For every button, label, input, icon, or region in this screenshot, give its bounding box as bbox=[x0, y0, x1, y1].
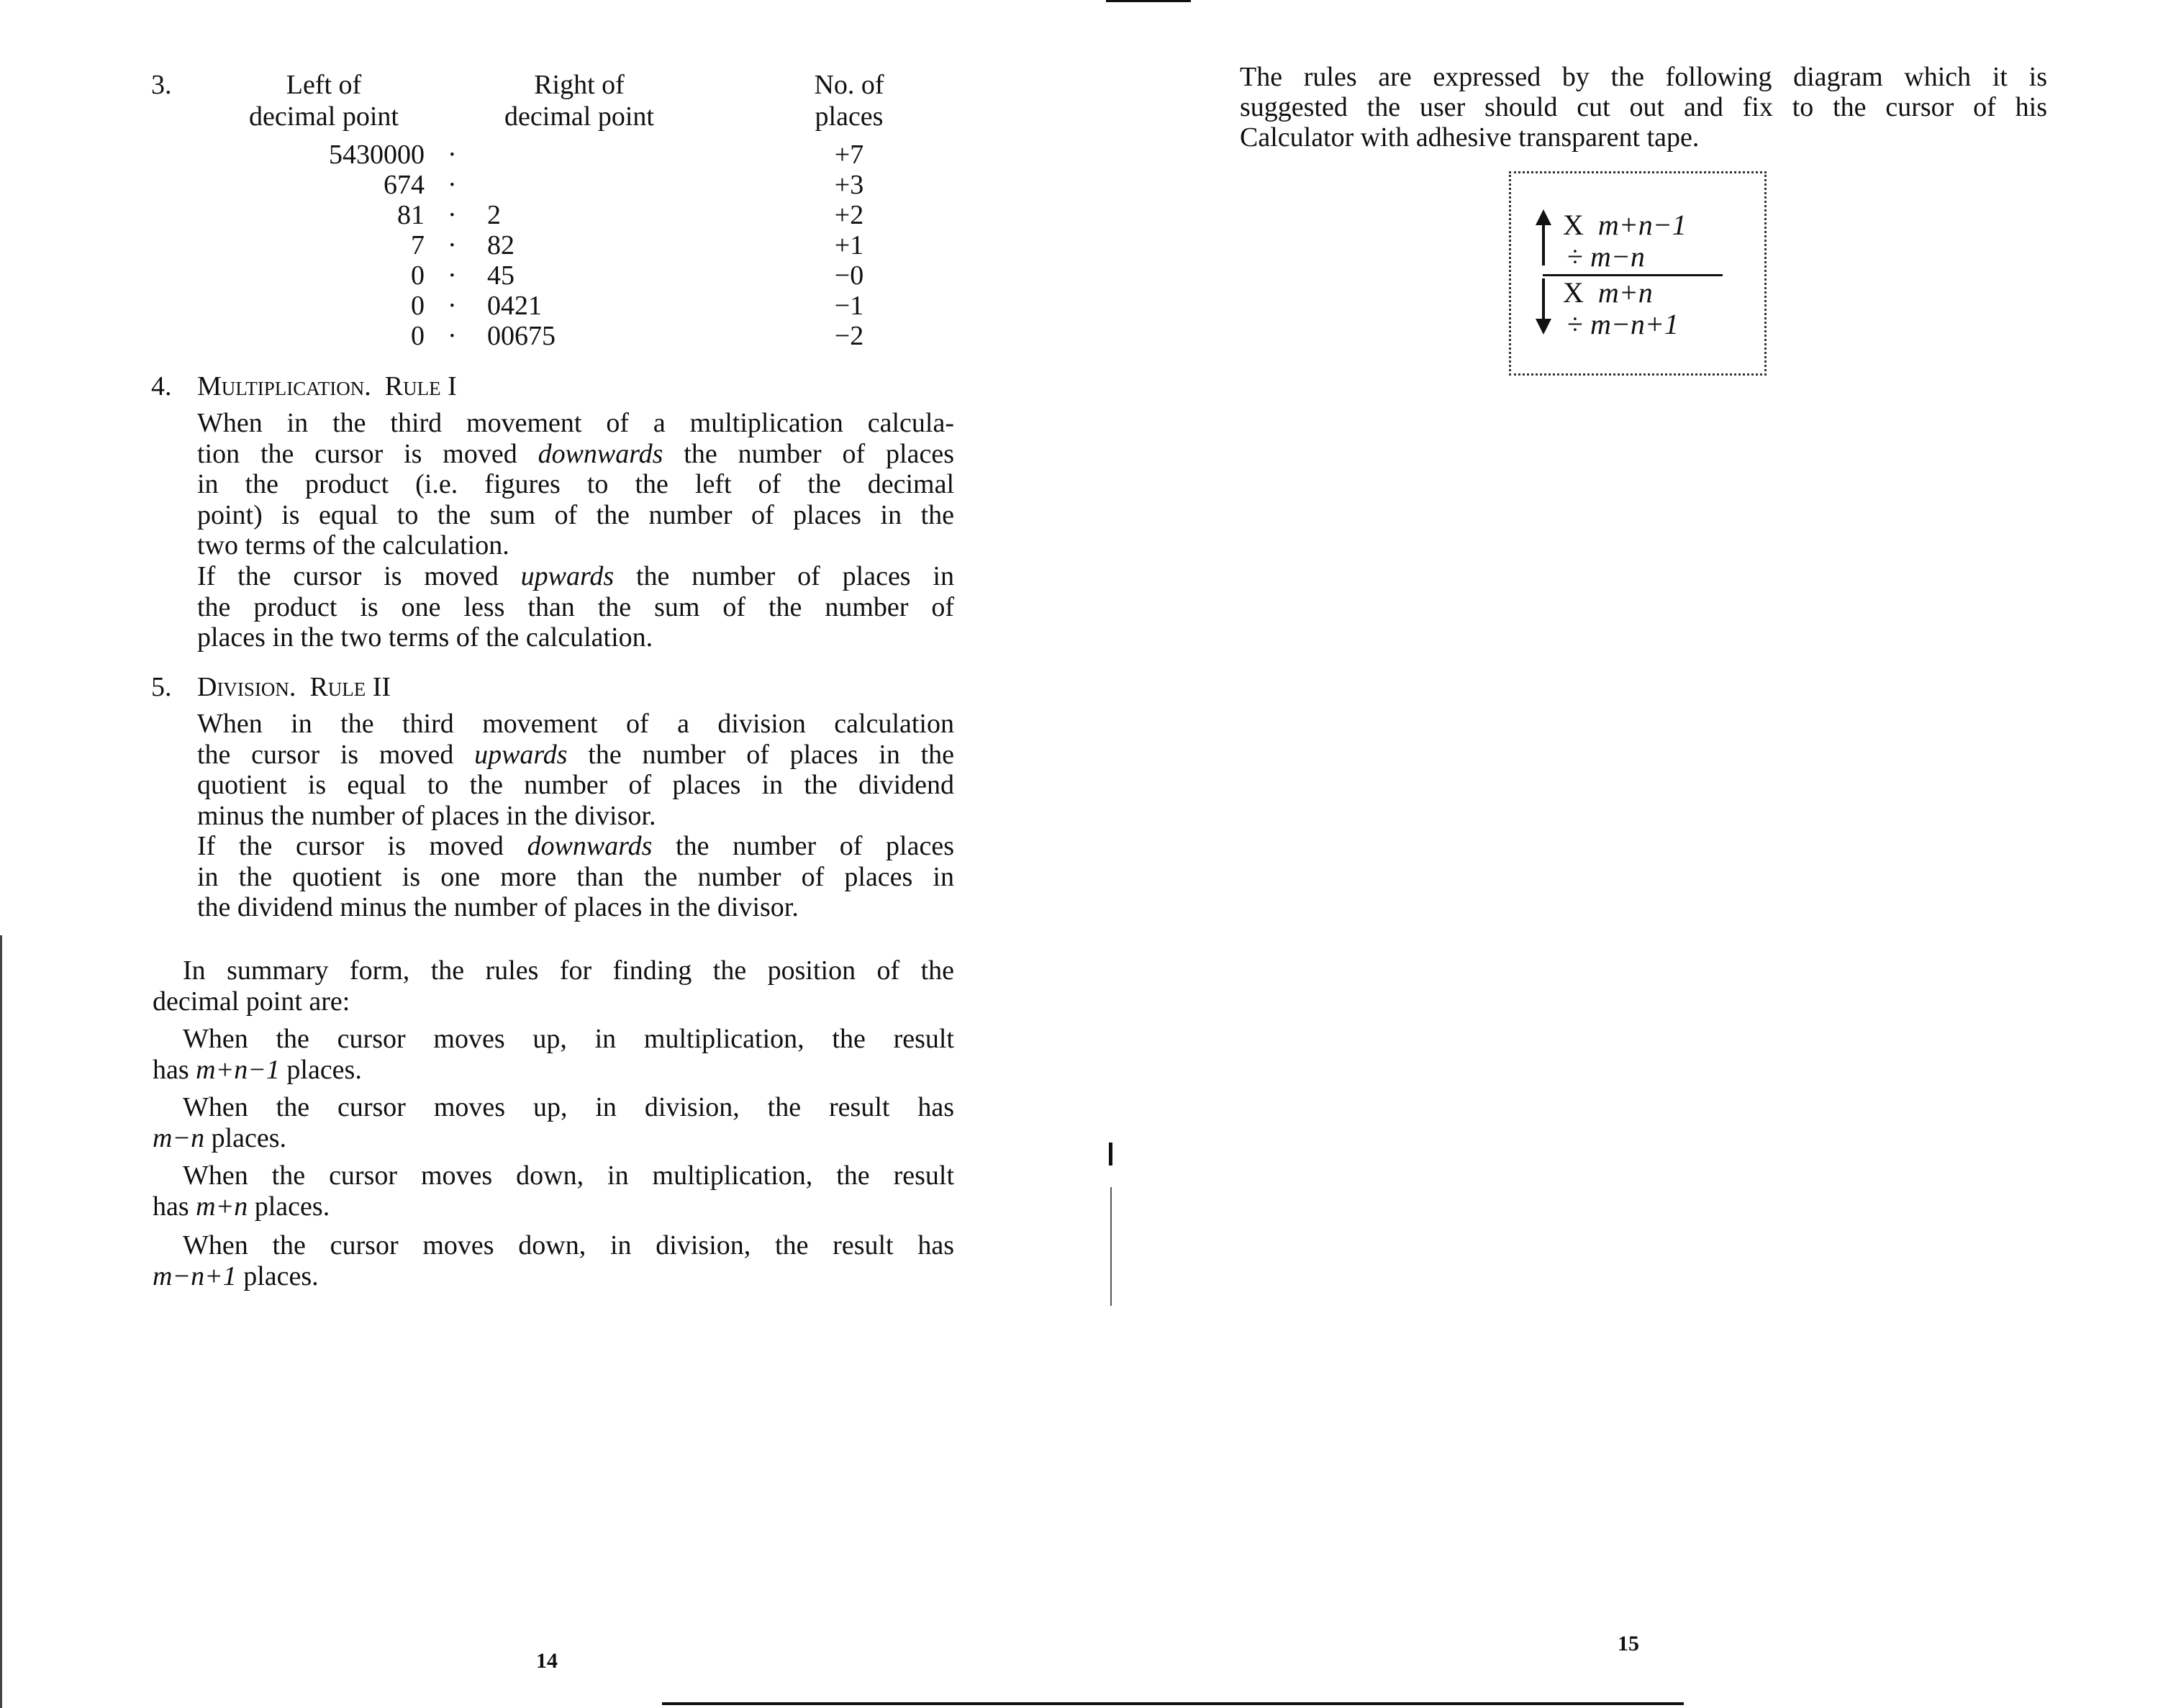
item-3-number: 3. bbox=[151, 70, 172, 100]
cell-left-of-decimal: 0 bbox=[411, 260, 425, 291]
heading-division: Division. bbox=[197, 672, 296, 702]
table-row bbox=[0, 321, 935, 351]
heading-multiplication: Multiplication. bbox=[197, 371, 371, 401]
item-5-heading bbox=[197, 671, 391, 703]
cell-decimal-point: · bbox=[448, 321, 457, 351]
item-5-paragraph-1: When in the third movement of a division calculation the cursor is moved upwards the number of places in the quotient is equal to the number of places in the dividend minus the number of places in the divisor. bbox=[197, 709, 955, 831]
cell-right-of-decimal: 45 bbox=[487, 260, 514, 291]
down-arrow-icon bbox=[1533, 277, 1554, 335]
table-row bbox=[0, 230, 935, 260]
cell-no-of-places: +7 bbox=[834, 140, 864, 170]
diagram-up-multiplication: X m+n−1 bbox=[1563, 209, 1687, 241]
page-number-right: 15 bbox=[1618, 1632, 1639, 1655]
summary-rule-down-multiplication: When the cursor moves down, in multiplication, the result has m+n places. bbox=[153, 1160, 954, 1222]
cell-decimal-point: · bbox=[448, 170, 457, 200]
table-row bbox=[0, 170, 935, 200]
cell-right-of-decimal: 0421 bbox=[487, 291, 542, 321]
cell-left-of-decimal: 7 bbox=[411, 230, 425, 260]
cell-right-of-decimal: 00675 bbox=[487, 321, 556, 351]
header-left-of-decimal: Left of decimal point bbox=[249, 70, 399, 132]
summary-intro: In summary form, the rules for finding the position of the decimal point are: bbox=[153, 955, 954, 1017]
table-row bbox=[0, 260, 935, 291]
cell-decimal-point: · bbox=[448, 230, 457, 260]
diagram-intro: The rules are expressed by the following diagram which it is suggested the user should cut out and fix to the cursor of his Calculator with adhesive transparent tape. bbox=[1240, 62, 2047, 153]
table-row bbox=[0, 200, 935, 230]
diagram-up-division: ÷ m−n bbox=[1567, 240, 1645, 273]
cell-left-of-decimal: 81 bbox=[397, 200, 425, 230]
item-4-paragraph-1: When in the third movement of a multiplication calcula- tion the cursor is moved downwards the number of places in the product (i.e. figures to the left of the decimal point) is equal to the sum of the number of places in the two terms of the calculation. bbox=[197, 408, 954, 560]
summary-rule-up-division: When the cursor moves up, in division, the result has m−n places. bbox=[153, 1092, 954, 1153]
header-no-of-places: No. of places bbox=[814, 70, 884, 132]
cell-right-of-decimal: 2 bbox=[487, 200, 501, 230]
cell-left-of-decimal: 0 bbox=[411, 321, 425, 351]
item-5-number: 5. bbox=[151, 672, 172, 702]
heading-rule-1: Rule I bbox=[384, 371, 457, 401]
cell-no-of-places: −2 bbox=[834, 321, 864, 351]
heading-rule-2: Rule II bbox=[309, 672, 391, 702]
item-4-number: 4. bbox=[151, 371, 172, 401]
table-row bbox=[0, 291, 935, 321]
cell-right-of-decimal: 82 bbox=[487, 230, 514, 260]
cell-no-of-places: −0 bbox=[834, 260, 864, 291]
table-row bbox=[0, 140, 935, 170]
page-number-left: 14 bbox=[536, 1649, 558, 1673]
cell-decimal-point: · bbox=[448, 291, 457, 321]
cell-no-of-places: +2 bbox=[834, 200, 864, 230]
left-edge-line bbox=[0, 935, 2, 1708]
cell-decimal-point: · bbox=[448, 200, 457, 230]
cell-left-of-decimal: 5430000 bbox=[329, 140, 425, 170]
up-arrow-icon bbox=[1533, 209, 1554, 267]
summary-rule-down-division: When the cursor moves down, in division, the result has m−n+1 places. bbox=[153, 1230, 954, 1291]
cursor-diagram bbox=[1509, 171, 1767, 376]
item-4-heading bbox=[197, 371, 457, 402]
cell-decimal-point: · bbox=[448, 140, 457, 170]
cell-decimal-point: · bbox=[448, 260, 457, 291]
cell-left-of-decimal: 674 bbox=[384, 170, 425, 200]
item-4-paragraph-2: If the cursor is moved upwards the number of places in the product is one less than the sum of the number of places in the two terms of the calculation. bbox=[197, 561, 954, 653]
item-5-paragraph-2: If the cursor is moved downwards the number of places in the quotient is one more than the number of places in the dividend minus the number of places in the divisor. bbox=[197, 831, 954, 922]
summary-rule-up-multiplication: When the cursor moves up, in multiplication, the result has m+n−1 places. bbox=[153, 1024, 954, 1085]
diagram-down-division: ÷ m−n+1 bbox=[1567, 308, 1679, 340]
header-right-of-decimal: Right of decimal point bbox=[504, 70, 654, 132]
diagram-down-multiplication: X m+n bbox=[1563, 276, 1653, 309]
cell-no-of-places: −1 bbox=[834, 291, 864, 321]
cell-no-of-places: +1 bbox=[834, 230, 864, 260]
cell-left-of-decimal: 0 bbox=[411, 291, 425, 321]
cell-no-of-places: +3 bbox=[834, 170, 864, 200]
